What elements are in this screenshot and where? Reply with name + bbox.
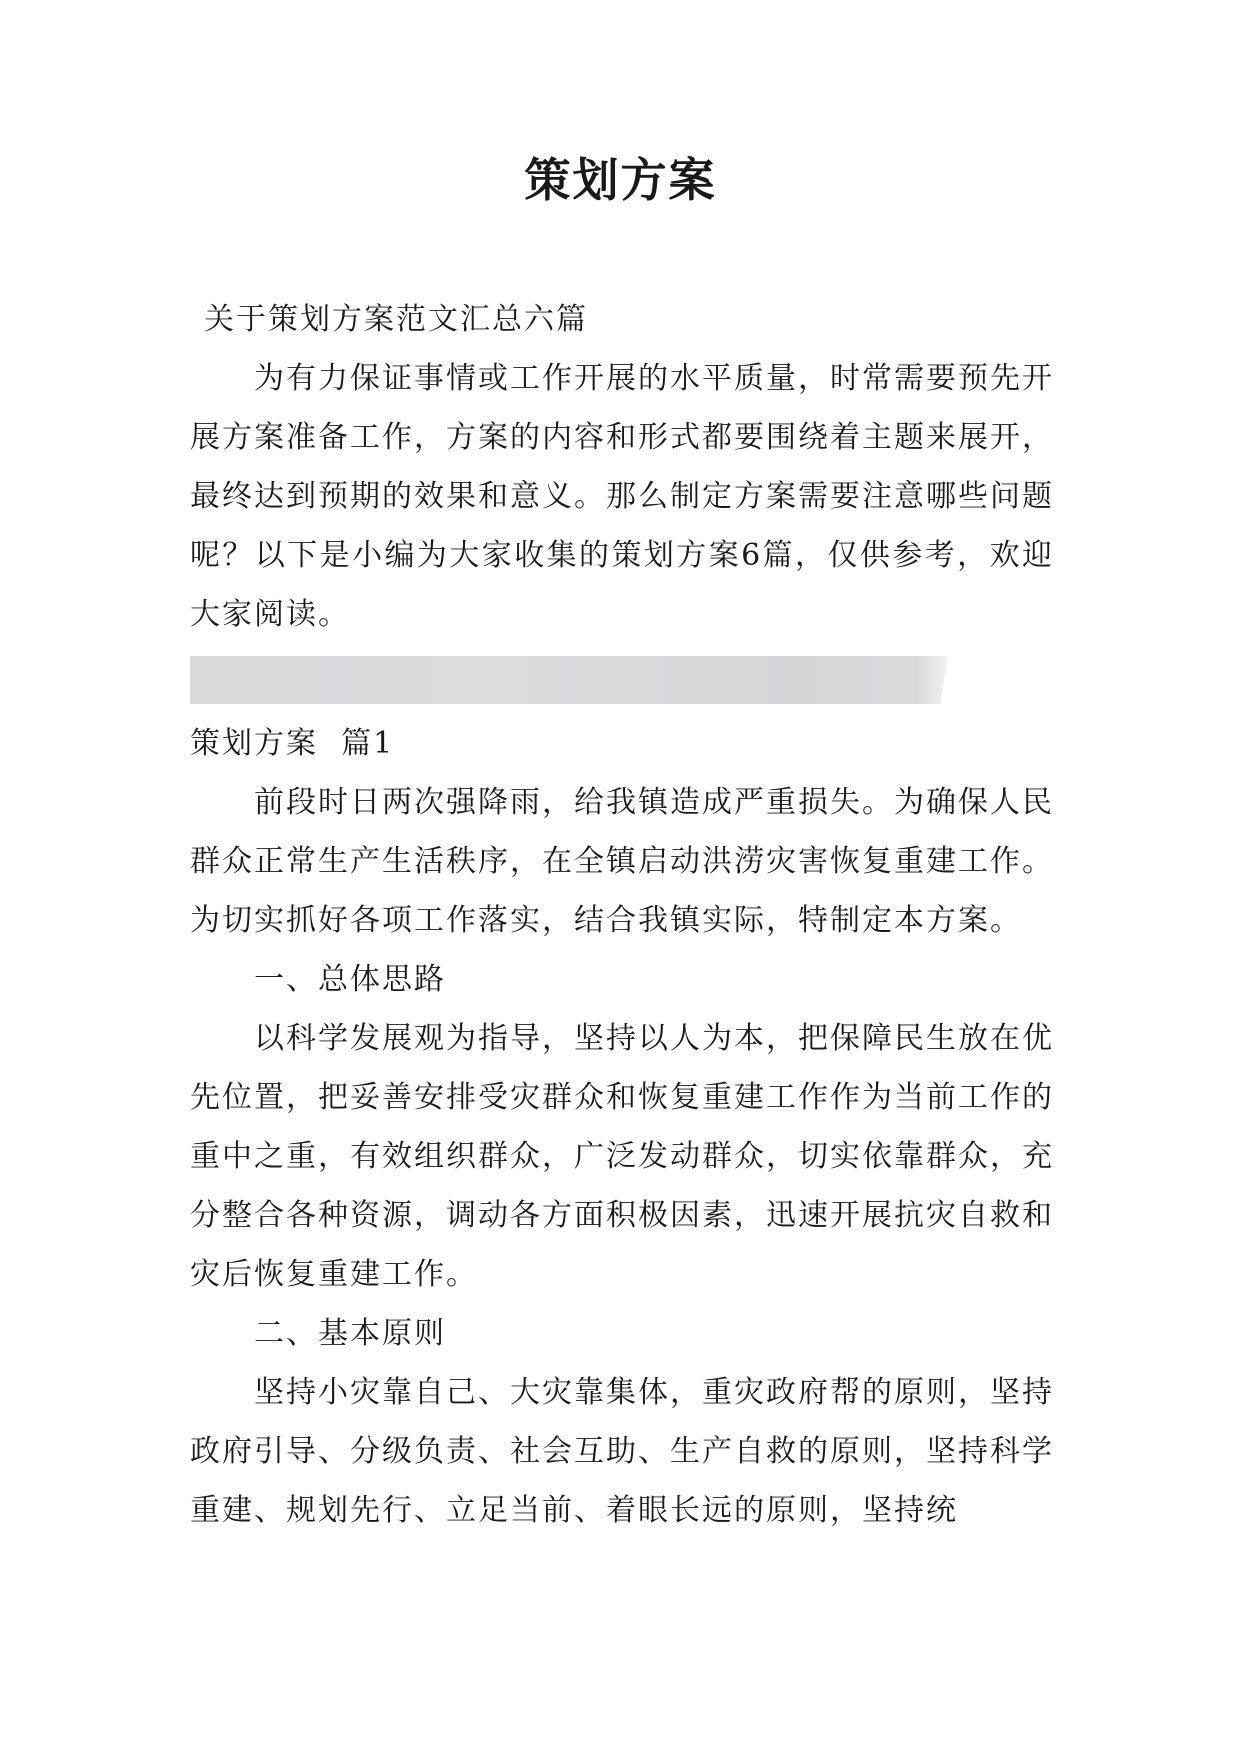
gray-banner-image <box>190 656 948 704</box>
section-heading-2: 二、基本原则 <box>254 1316 446 1351</box>
intro-paragraph: 为有力保证事情或工作开展的水平质量，时常需要预先开展方案准备工作，方案的内容和形式都要围绕着主题来展开，最终达到预期的效果和意义。那么制定方案需要注意哪些问题呢？以下是小编为大家收集的策划方案6篇，仅供参考，欢迎大家阅读。 <box>190 361 1054 632</box>
section-paragraph-1: 以科学发展观为指导，坚持以人为本，把保障民生放在优先位置，把妥善安排受灾群众和恢复重建工作作为当前工作的重中之重，有效组织群众，广泛发动群众，切实依靠群众，充分整合各种资源，调动各方面积极因素，迅速开展抗灾自救和灾后恢复重建工作。 <box>190 1021 1054 1292</box>
section-paragraph-2: 坚持小灾靠自己、大灾靠集体，重灾政府帮的原则，坚持政府引导、分级负责、社会互助、生产自救的原则，坚持科学重建、规划先行、立足当前、着眼长远的原则，坚持统 <box>190 1375 1054 1528</box>
document-title: 策划方案 <box>524 153 717 207</box>
document-subtitle: 关于策划方案范文汇总六篇 <box>204 302 588 337</box>
document-body <box>190 290 1054 1540</box>
chapter-heading: 策划方案 篇1 <box>190 726 395 761</box>
chapter-intro-paragraph: 前段时日两次强降雨，给我镇造成严重损失。为确保人民群众正常生产生活秩序，在全镇启动洪涝灾害恢复重建工作。为切实抓好各项工作落实，结合我镇实际，特制定本方案。 <box>190 785 1054 938</box>
section-heading-1: 一、总体思路 <box>254 962 446 997</box>
